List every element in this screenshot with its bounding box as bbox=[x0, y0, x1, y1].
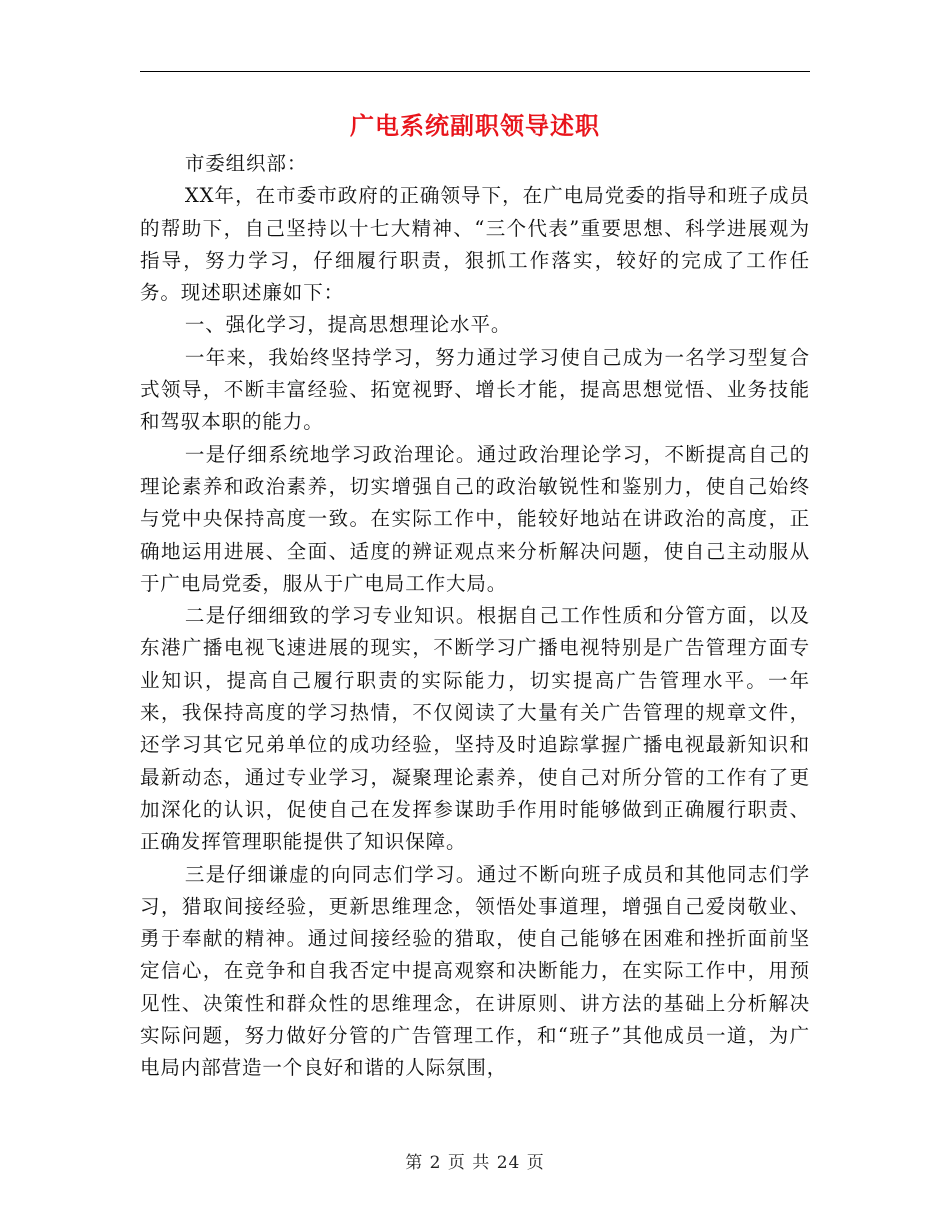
paragraph-learning-from-colleagues: 三是仔细谦虚的向同志们学习。通过不断向班子成员和其他同志们学习，猎取间接经验，更新思维理念，领悟处事道理，增强自己爱岗敬业、勇于奉献的精神。通过间接经验的猎取，使自己能够在困难和挫折面前坚定信心，在竞争和自我否定中提高观察和决断能力，在实际工作中，用预见性、决策性和群众性的思维理念，在讲原则、讲方法的基础上分析解决实际问题，努力做好分管的广告管理工作，和“班子”其他成员一道，为广电局内部营造一个良好和谐的人际氛围， bbox=[140, 862, 810, 1080]
paragraph-political-study: 一是仔细系统地学习政治理论。通过政治理论学习，不断提高自己的理论素养和政治素养，切实增强自己的政治敏锐性和鉴别力，使自己始终与党中央保持高度一致。在实际工作中，能较好地站在讲政治的高度，正确地运用进展、全面、适度的辨证观点来分析解决问题，使自己主动服从于广电局党委，服从于广电局工作大局。 bbox=[140, 442, 810, 595]
document-title: 广电系统副职领导述职 bbox=[350, 111, 600, 140]
page-number: 第 2 页 共 24 页 bbox=[405, 1153, 545, 1173]
header-rule bbox=[140, 71, 810, 72]
paragraph-overview: 一年来，我始终坚持学习，努力通过学习使自己成为一名学习型复合式领导，不断丰富经验、拓宽视野、增长才能，提高思想觉悟、业务技能和驾驭本职的能力。 bbox=[140, 345, 810, 434]
document-body bbox=[140, 148, 810, 1085]
paragraph-intro: XX年，在市委市政府的正确领导下，在广电局党委的指导和班子成员的帮助下，自己坚持以十七大精神、“三个代表”重要思想、科学进展观为指导，努力学习，仔细履行职责，狠抓工作落实，较好的完成了工作任务。现述职述廉如下： bbox=[140, 184, 810, 305]
greeting-line: 市委组织部： bbox=[184, 152, 308, 175]
section-heading: 一、强化学习，提高思想理论水平。 bbox=[184, 313, 512, 337]
paragraph-professional-study: 二是仔细细致的学习专业知识。根据自己工作性质和分管方面，以及东港广播电视飞速进展的现实，不断学习广播电视特别是广告管理方面专业知识，提高自己履行职责的实际能力，切实提高广告管理水平。一年来，我保持高度的学习热情，不仅阅读了大量有关广告管理的规章文件，还学习其它兄弟单位的成功经验，坚持及时追踪掌握广播电视最新知识和最新动态，通过专业学习，凝聚理论素养，使自己对所分管的工作有了更加深化的认识，促使自己在发挥参谋助手作用时能够做到正确履行职责、正确发挥管理职能提供了知识保障。 bbox=[140, 604, 810, 854]
